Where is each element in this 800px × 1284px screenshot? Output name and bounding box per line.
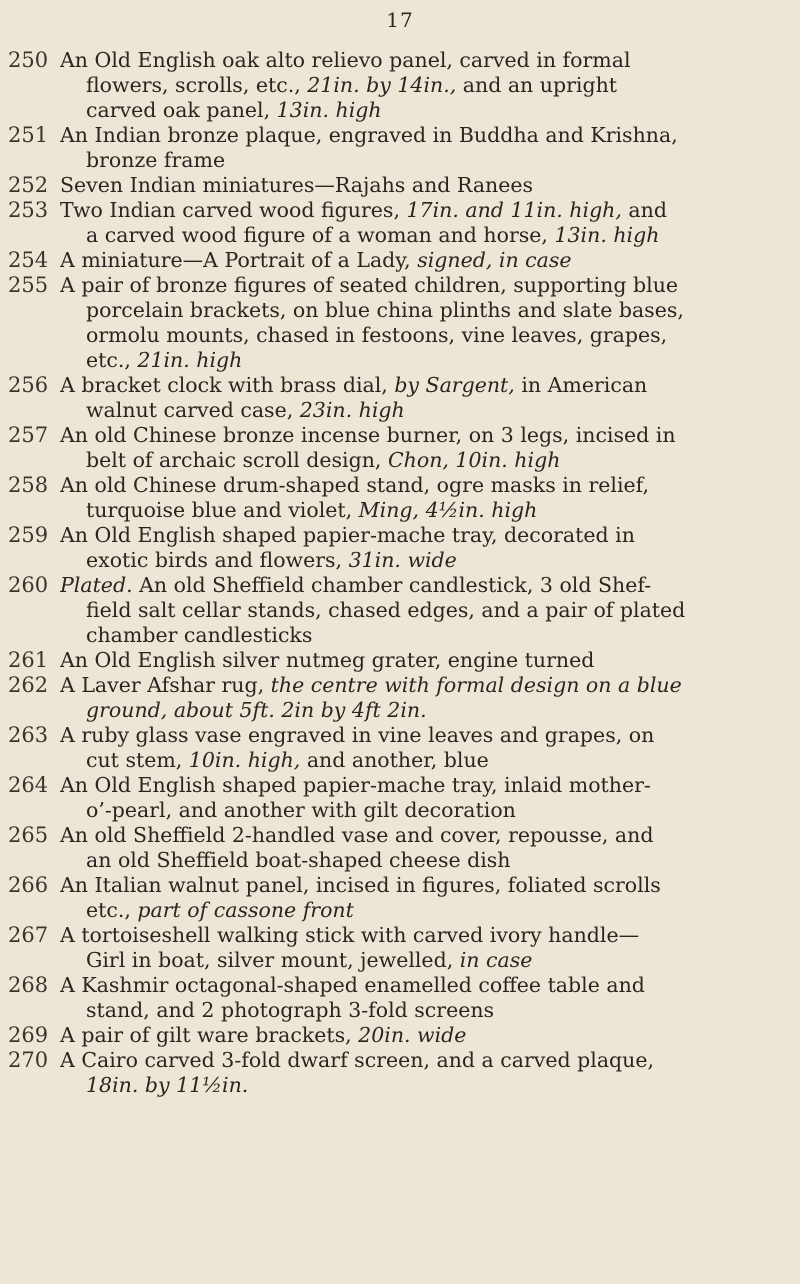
lot-description xyxy=(60,123,790,173)
lot-text-segment: Girl in boat, silver mount, jewelled, xyxy=(86,948,460,972)
lot-number: 266 xyxy=(8,873,49,897)
lot-description-line xyxy=(60,623,790,648)
lot-text-segment: cut stem, xyxy=(86,748,189,772)
lot-text-segment: part of cassone front xyxy=(137,898,354,922)
lot-text-segment: Two Indian carved wood figures, xyxy=(60,198,407,222)
lot-description-line xyxy=(60,298,790,323)
lot-description-line xyxy=(60,648,790,673)
catalogue-lot xyxy=(8,973,790,1023)
lot-description-line xyxy=(60,1023,790,1048)
lot-description-line xyxy=(60,323,790,348)
lot-description-line xyxy=(60,48,790,73)
lot-text-segment: A Cairo carved 3-fold dwarf screen, and a carved plaque, xyxy=(60,1048,655,1072)
lot-number: 269 xyxy=(8,1023,49,1047)
catalogue-lot xyxy=(8,248,790,273)
lot-description xyxy=(60,873,790,923)
lot-number: 258 xyxy=(8,473,49,497)
lot-text-segment: 20in. wide xyxy=(358,1023,467,1047)
lot-text-segment: signed, in case xyxy=(417,248,572,272)
lot-description-line xyxy=(60,423,790,448)
catalogue-lot xyxy=(8,273,790,373)
lot-description-line xyxy=(60,673,790,698)
catalogue-lot xyxy=(8,198,790,248)
lot-description xyxy=(60,523,790,573)
lot-text-segment: in case xyxy=(459,948,533,972)
lot-text-segment: bronze frame xyxy=(86,148,226,172)
lot-description-line xyxy=(60,723,790,748)
lot-description-line xyxy=(60,773,790,798)
lot-description-line xyxy=(60,448,790,473)
catalogue-lot xyxy=(8,723,790,773)
lot-description-line xyxy=(60,923,790,948)
catalogue-lot xyxy=(8,873,790,923)
lot-text-segment: field salt cellar stands, chased edges, and a pair of plated xyxy=(86,598,686,622)
lot-description xyxy=(60,173,790,198)
lot-text-segment: the centre with formal design on a blue xyxy=(270,673,682,697)
lot-description-line xyxy=(60,1048,790,1073)
lot-number: 256 xyxy=(8,373,49,397)
lot-description-line xyxy=(60,948,790,973)
lot-text-segment: An Old English silver nutmeg grater, engine turned xyxy=(60,648,595,672)
lot-number: 257 xyxy=(8,423,49,447)
lot-text-segment: A miniature—A Portrait of a Lady, xyxy=(60,248,418,272)
lot-text-segment: Seven Indian miniatures—Rajahs and Ranees xyxy=(60,173,534,197)
catalogue-lot xyxy=(8,648,790,673)
lot-description xyxy=(60,773,790,823)
lot-description xyxy=(60,48,790,123)
lot-text-segment: an old Sheffield boat-shaped cheese dish xyxy=(86,848,511,872)
lot-text-segment: An old Sheffield chamber candlestick, 3 old Shef- xyxy=(132,573,652,597)
lot-text-segment: flowers, scrolls, etc., xyxy=(86,73,308,97)
lot-number: 260 xyxy=(8,573,49,597)
lot-text-segment: and another, blue xyxy=(300,748,489,772)
lot-description-line xyxy=(60,273,790,298)
lot-text-segment: An Old English shaped papier-mache tray, inlaid mother- xyxy=(60,773,651,797)
lot-number: 253 xyxy=(8,198,49,222)
lot-text-segment: 13in. high xyxy=(276,98,382,122)
lot-text-segment: 17in. and 11in. high, xyxy=(406,198,622,222)
lot-text-segment: exotic birds and flowers, xyxy=(86,548,349,572)
lot-description-line xyxy=(60,748,790,773)
lot-text-segment: carved oak panel, xyxy=(86,98,277,122)
page-number: 17 xyxy=(386,8,414,32)
lot-text-segment: o’-pearl, and another with gilt decoration xyxy=(86,798,516,822)
lot-number: 268 xyxy=(8,973,49,997)
lot-description-line xyxy=(60,873,790,898)
lot-number: 255 xyxy=(8,273,49,297)
lot-description xyxy=(60,723,790,773)
lot-description-line xyxy=(60,373,790,398)
lot-description-line xyxy=(60,548,790,573)
lot-number: 267 xyxy=(8,923,49,947)
lot-text-segment: An Italian walnut panel, incised in figures, foliated scrolls xyxy=(60,873,661,897)
lot-text-segment: porcelain brackets, on blue china plinths and slate bases, xyxy=(86,298,684,322)
lot-description-line xyxy=(60,98,790,123)
lot-text-segment: etc., xyxy=(86,348,138,372)
lot-text-segment: chamber candlesticks xyxy=(86,623,313,647)
lot-text-segment: Plated. xyxy=(60,573,133,597)
catalogue-lot xyxy=(8,923,790,973)
lot-description xyxy=(60,1048,790,1098)
lot-text-segment: ormolu mounts, chased in festoons, vine leaves, grapes, xyxy=(86,323,668,347)
lot-description-line xyxy=(60,798,790,823)
lot-number: 250 xyxy=(8,48,49,72)
lot-description-line xyxy=(60,1073,790,1098)
catalogue-lot-list xyxy=(8,48,790,1098)
lot-text-segment: by Sargent, xyxy=(394,373,515,397)
lot-text-segment: An Old English oak alto relievo panel, carved in formal xyxy=(60,48,631,72)
lot-description xyxy=(60,1023,790,1048)
lot-text-segment: 23in. high xyxy=(299,398,405,422)
lot-description xyxy=(60,423,790,473)
lot-description-line xyxy=(60,848,790,873)
lot-description-line xyxy=(60,198,790,223)
lot-description xyxy=(60,648,790,673)
lot-description-line xyxy=(60,498,790,523)
lot-description-line xyxy=(60,998,790,1023)
lot-description xyxy=(60,573,790,648)
lot-description xyxy=(60,373,790,423)
lot-text-segment: 18in. by 11½in. xyxy=(86,1073,249,1097)
lot-number: 252 xyxy=(8,173,49,197)
lot-description xyxy=(60,823,790,873)
catalogue-lot xyxy=(8,473,790,523)
lot-description xyxy=(60,673,790,723)
catalogue-lot xyxy=(8,673,790,723)
lot-number: 265 xyxy=(8,823,49,847)
lot-number: 263 xyxy=(8,723,49,747)
lot-text-segment: An old Sheffield 2-handled vase and cover, repousse, and xyxy=(60,823,654,847)
lot-text-segment: Ming, 4½in. high xyxy=(358,498,538,522)
lot-text-segment: An old Chinese drum-shaped stand, ogre masks in relief, xyxy=(60,473,650,497)
lot-text-segment: in American xyxy=(514,373,648,397)
lot-text-segment: A tortoiseshell walking stick with carved ivory handle— xyxy=(60,923,640,947)
catalogue-lot xyxy=(8,123,790,173)
catalogue-lot xyxy=(8,823,790,873)
lot-text-segment: turquoise blue and violet, xyxy=(86,498,359,522)
lot-number: 251 xyxy=(8,123,49,147)
lot-description-line xyxy=(60,148,790,173)
lot-text-segment: A pair of gilt ware brackets, xyxy=(60,1023,359,1047)
lot-description-line xyxy=(60,223,790,248)
lot-text-segment: ground, about 5ft. 2in by 4ft 2in. xyxy=(86,698,427,722)
catalogue-lot xyxy=(8,423,790,473)
lot-description-line xyxy=(60,123,790,148)
lot-description-line xyxy=(60,73,790,98)
lot-description-line xyxy=(60,473,790,498)
lot-description xyxy=(60,473,790,523)
lot-text-segment: belt of archaic scroll design, xyxy=(86,448,388,472)
lot-text-segment: An Indian bronze plaque, engraved in Buddha and Krishna, xyxy=(60,123,678,147)
lot-number: 259 xyxy=(8,523,49,547)
lot-description xyxy=(60,248,790,273)
lot-description-line xyxy=(60,248,790,273)
lot-text-segment: A Kashmir octagonal-shaped enamelled coffee table and xyxy=(60,973,645,997)
lot-text-segment: 13in. high xyxy=(554,223,660,247)
lot-number: 254 xyxy=(8,248,49,272)
lot-text-segment: 21in. by 14in., xyxy=(307,73,457,97)
lot-number: 262 xyxy=(8,673,49,697)
lot-description xyxy=(60,973,790,1023)
lot-number: 264 xyxy=(8,773,49,797)
lot-number: 270 xyxy=(8,1048,49,1072)
catalogue-lot xyxy=(8,48,790,123)
lot-text-segment: A Laver Afshar rug, xyxy=(60,673,271,697)
lot-text-segment: 31in. wide xyxy=(348,548,457,572)
lot-description xyxy=(60,923,790,973)
catalogue-lot xyxy=(8,373,790,423)
catalogue-lot xyxy=(8,523,790,573)
lot-description-line xyxy=(60,823,790,848)
lot-text-segment: and an upright xyxy=(456,73,618,97)
lot-text-segment: 21in. high xyxy=(137,348,243,372)
lot-text-segment: and xyxy=(621,198,667,222)
lot-text-segment: walnut carved case, xyxy=(86,398,300,422)
catalogue-lot xyxy=(8,773,790,823)
lot-text-segment: stand, and 2 photograph 3-fold screens xyxy=(86,998,495,1022)
lot-description-line xyxy=(60,698,790,723)
lot-text-segment: A ruby glass vase engraved in vine leaves and grapes, on xyxy=(60,723,655,747)
catalogue-lot xyxy=(8,1023,790,1048)
lot-text-segment: 10in. high, xyxy=(188,748,301,772)
lot-text-segment: A pair of bronze figures of seated children, supporting blue xyxy=(60,273,679,297)
lot-text-segment: a carved wood figure of a woman and horse, xyxy=(86,223,555,247)
lot-description-line xyxy=(60,173,790,198)
lot-description-line xyxy=(60,398,790,423)
lot-number: 261 xyxy=(8,648,49,672)
catalogue-lot xyxy=(8,173,790,198)
lot-text-segment: A bracket clock with brass dial, xyxy=(60,373,395,397)
lot-description xyxy=(60,273,790,373)
lot-description-line xyxy=(60,598,790,623)
lot-text-segment: etc., xyxy=(86,898,138,922)
lot-description-line xyxy=(60,898,790,923)
lot-description-line xyxy=(60,973,790,998)
lot-description xyxy=(60,198,790,248)
lot-description-line xyxy=(60,573,790,598)
lot-description-line xyxy=(60,523,790,548)
catalogue-lot xyxy=(8,573,790,648)
lot-text-segment: An Old English shaped papier-mache tray, decorated in xyxy=(60,523,635,547)
lot-text-segment: An old Chinese bronze incense burner, on 3 legs, incised in xyxy=(60,423,676,447)
catalogue-lot xyxy=(8,1048,790,1098)
lot-description-line xyxy=(60,348,790,373)
lot-text-segment: Chon, 10in. high xyxy=(387,448,561,472)
